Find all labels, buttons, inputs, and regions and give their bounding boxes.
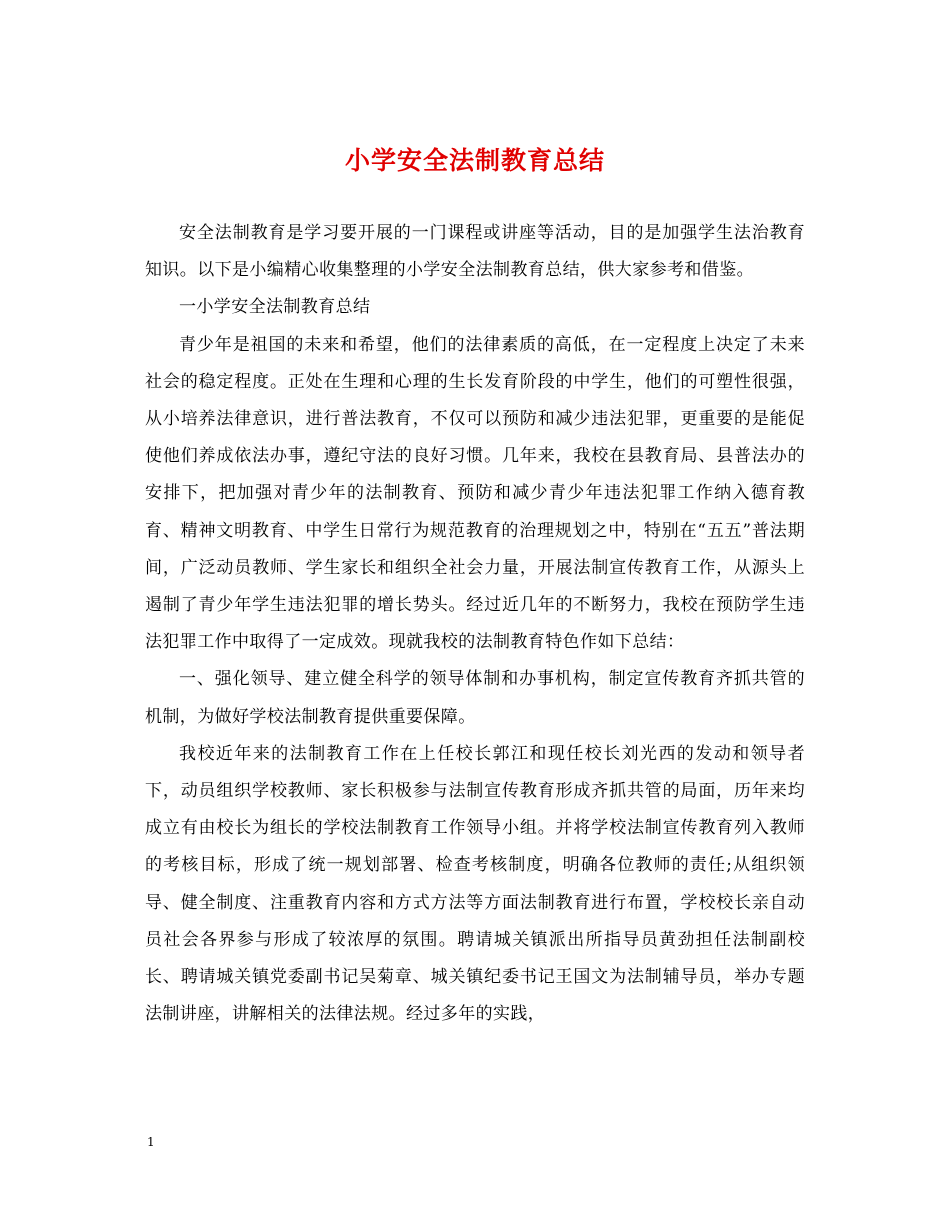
paragraph-background: 青少年是祖国的未来和希望，他们的法律素质的高低，在一定程度上决定了未来社会的稳定程度。正处在生理和心理的生长发育阶段的中学生，他们的可塑性很强，从小培养法律意识，进行普法教育，不仅可以预防和减少违法犯罪，更重要的是能促使他们养成依法办事，遵纪守法的良好习惯。几年来，我校在县教育局、县普法办的安排下，把加强对青少年的法制教育、预防和减少青少年违法犯罪工作纳入德育教育、精神文明教育、中学生日常行为规范教育的治理规划之中，特别在“五五”普法期间，广泛动员教师、学生家长和组织全社会力量，开展法制宣传教育工作，从源头上遏制了青少年学生违法犯罪的增长势头。经过近几年的不断努力，我校在预防学生违法犯罪工作中取得了一定成效。现就我校的法制教育特色作如下总结： bbox=[145, 334, 805, 653]
document-title: 小学安全法制教育总结 bbox=[344, 146, 605, 175]
section-heading: 一小学安全法制教育总结 bbox=[179, 297, 371, 318]
document-body bbox=[145, 215, 805, 1033]
paragraph-leadership: 我校近年来的法制教育工作在上任校长郭江和现任校长刘光西的发动和领导者下，动员组织学校教师、家长积极参与法制宣传教育形成齐抓共管的局面，历年来均成立有由校长为组长的学校法制教育工作领导小组。并将学校法制宣传教育列入教师的考核目标，形成了统一规划部署、检查考核制度，明确各位教师的责任;从组织领导、健全制度、注重教育内容和方式方法等方面法制教育进行布置，学校校长亲自动员社会各界参与形成了较浓厚的氛围。聘请城关镇派出所指导员黄劲担任法制副校长、聘请城关镇党委副书记吴菊章、城关镇纪委书记王国文为法制辅导员，举办专题法制讲座，讲解相关的法律法规。经过多年的实践， bbox=[145, 743, 805, 1025]
paragraph-point-one: 一、强化领导、建立健全科学的领导体制和办事机构，制定宣传教育齐抓共管的机制，为做好学校法制教育提供重要保障。 bbox=[145, 669, 805, 727]
page-number: 1 bbox=[147, 1135, 155, 1149]
paragraph-intro: 安全法制教育是学习要开展的一门课程或讲座等活动，目的是加强学生法治教育知识。以下是小编精心收集整理的小学安全法制教育总结，供大家参考和借鉴。 bbox=[145, 223, 805, 281]
